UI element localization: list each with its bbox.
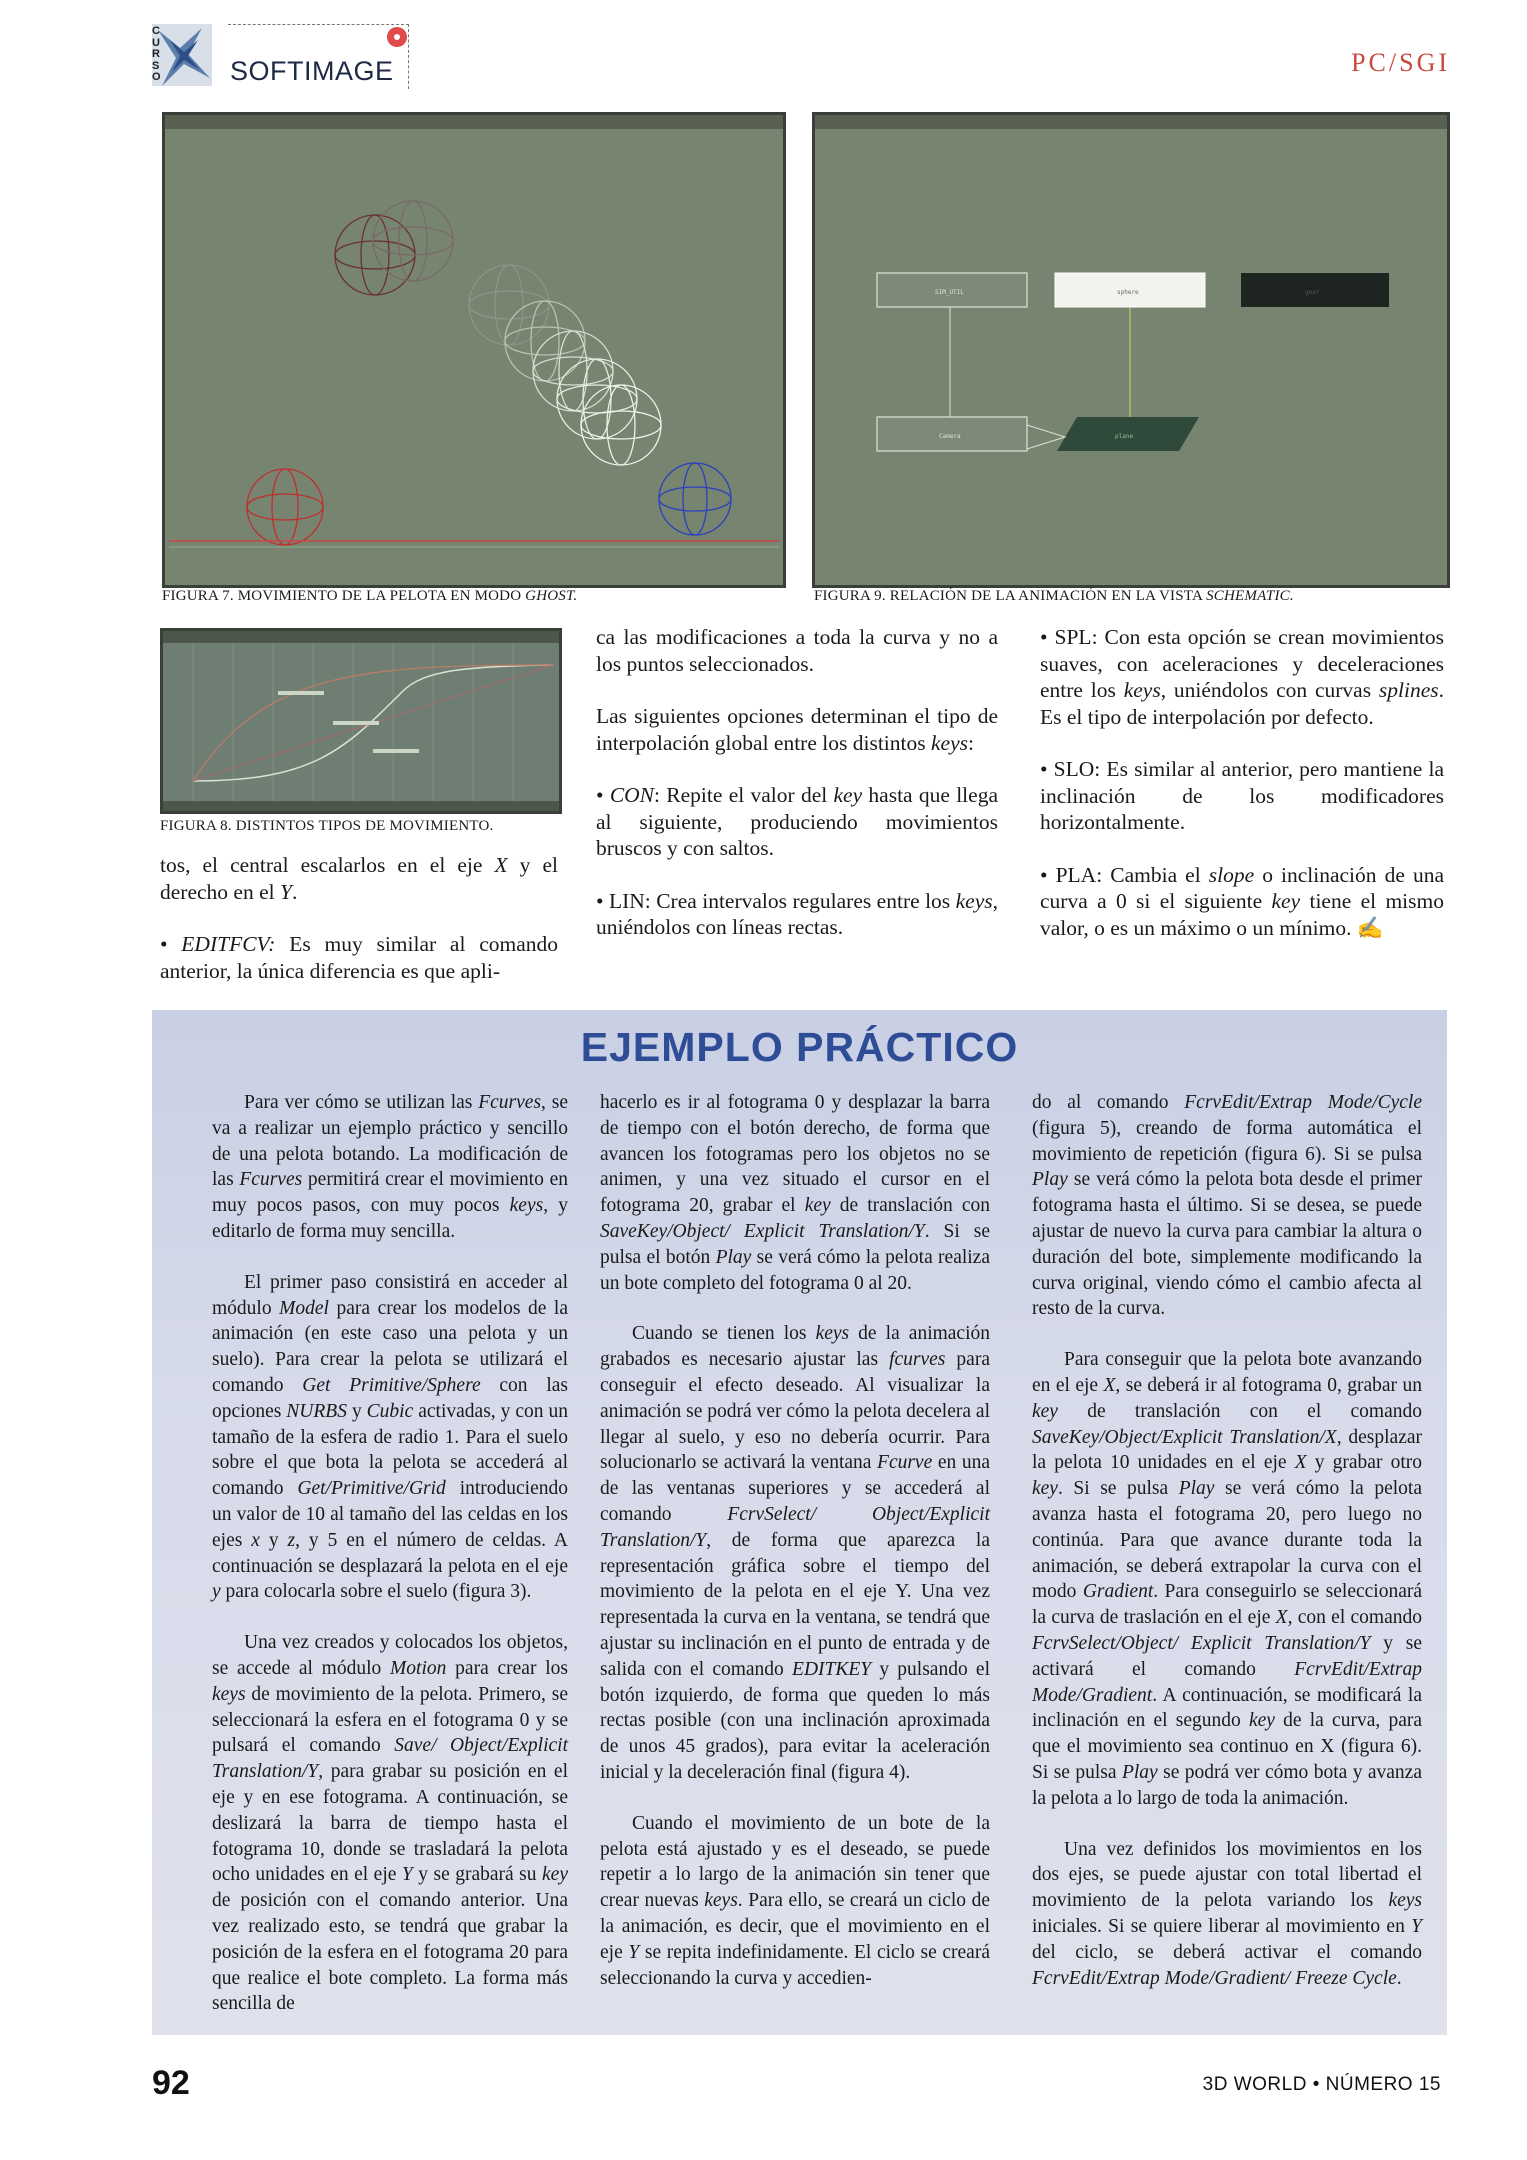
ghost-spheres-graphic <box>165 115 783 585</box>
figure-7-image <box>162 112 786 588</box>
page-number: 92 <box>152 2064 190 2102</box>
box-paragraph: Cuando se tienen los keys de la animación grabados es necesario ajustar las fcurves para conseguir el efecto deseado. Al visualizar la animación se podrá ver cómo la pelota decelera al llegar al suelo, y eso no debería ocurrir. Para solucionarlo se activará la ventana Fcurve en una de las ventanas superiores y se accederá al comando FcrvSelect/ Object/Explicit Translation/Y, de forma que aparezca la representación gráfica sobre el tiempo del movimiento de la pelota en el eje Y. Una vez representada la curva en la ventana, se tendrá que ajustar su inclinación en el punto de entrada y de salida con el comando EDITKEY y pulsando el botón izquierdo, de forma que queden lo más rectas posible (con una inclinación aproximada de unos 45 grados), para evitar la aceleración inicial y la deceleración final (figura 4). <box>600 1323 991 1783</box>
figure-9-caption-em: SCHEMATIC. <box>1206 588 1294 604</box>
curso-logo <box>150 22 225 94</box>
box-column-3 <box>1032 1090 1422 2016</box>
article-column-2 <box>596 624 998 967</box>
article-paragraph: • PLA: Cambia el slope o inclinación de una curva a 0 si el siguiente key tiene el mismo valor, o es un máximo o un mínimo. ✍ <box>1040 862 1444 940</box>
figure-9-image <box>812 112 1450 588</box>
article-paragraph: • SPL: Con esta opción se crean movimientos suaves, con aceleraciones y deceleraciones entre los keys, uniéndolos con curvas splines. Es el tipo de interpolación por defecto. <box>1040 625 1445 729</box>
figure-9-caption-text: FIGURA 9. RELACIÓN DE LA ANIMACIÓN EN LA VISTA <box>814 588 1207 604</box>
figure-7-caption-em: GHOST. <box>525 588 578 604</box>
logo-letter: S <box>152 59 160 72</box>
article-column-1 <box>160 852 558 1010</box>
box-column-1 <box>212 1090 568 2042</box>
schematic-graph <box>815 115 1447 585</box>
box-paragraph: hacerlo es ir al fotograma 0 y desplazar la barra de tiempo con el botón derecho, de forma que avancen los fotogramas pero los objetos no se animen, y una vez situado el cursor en el fotograma 20, grabar el key de translación con SaveKey/Object/ Explicit Translation/Y. Si se pulsa el botón Play se verá cómo la pelota realiza un bote completo del fotograma 0 al 20. <box>600 1092 990 1294</box>
article-paragraph: • CON: Repite el valor del key hasta que llega al siguiente, produciendo movimientos bruscos y con saltos. <box>596 783 998 860</box>
article-paragraph: tos, el central escalarlos en el eje X y el derecho en el Y. <box>160 853 558 904</box>
logo-letter: O <box>152 71 161 84</box>
box-paragraph: Una vez creados y colocados los objetos, se accede al módulo Motion para crear los keys de movimiento de la pelota. Primero, se seleccionará la esfera en el fotograma 0 y se pulsará el comando Save/ Object/Explicit Translation/Y, para grabar su posición en el eje y en ese fotograma. A continuación, se deslizará la barra de tiempo hasta el fotograma 10, donde se trasladará la pelota ocho unidades en el eje Y y se grabará su key de posición con el comando anterior. Una vez realizado esto, se tendrá que grabar la posición de la esfera en el fotograma 20 para que realice el bote completo. La forma más sencilla de <box>212 1632 568 2015</box>
schematic-node-label: sphere <box>1117 289 1139 296</box>
figure-9-caption <box>814 588 1294 605</box>
logo-letter: R <box>152 48 160 61</box>
box-paragraph: Cuando el movimiento de un bote de la pelota está ajustado y es el deseado, se puede repetir a lo largo de la animación sin tener que crear nuevas keys. Para ello, se creará un ciclo de la animación, es decir, que el movimiento en el eje Y se repita indefinidamente. El ciclo se creará seleccionando la curva y accedien- <box>600 1812 991 1989</box>
section-tag: PC/SGI <box>1351 48 1450 77</box>
figure-8-image <box>160 628 562 814</box>
fcurves-graph <box>163 631 559 811</box>
figure-7-caption <box>162 588 577 605</box>
header <box>150 18 1450 98</box>
schematic-node-label: Camera <box>939 433 961 440</box>
box-paragraph: Para ver cómo se utilizan las Fcurves, se va a realizar un ejemplo práctico y sencillo de una pelota botando. La modificación de las Fcurves permitirá crear el movimiento en muy pocos pasos, con muy pocos keys, y editarlo de forma muy sencilla. <box>212 1092 569 1242</box>
article-paragraph: • LIN: Crea intervalos regulares entre los keys, uniéndolos con líneas rectas. <box>596 888 998 939</box>
schematic-node-label: SIM_UTIL <box>935 289 964 296</box>
box-paragraph: El primer paso consistirá en acceder al módulo Model para crear los modelos de la animación (en este caso una pelota y un suelo). Para crear la pelota se utilizará el comando Get Primitive/Sphere con las opciones NURBS y Cubic activadas, y con un tamaño de la esfera de radio 1. Para el suelo sobre el que bota la pelota se accederá al comando Get/Primitive/Grid introduciendo un valor de 10 al tamaño del las celdas en los ejes x y z, y 5 en el número de celdas. A continuación se desplazará la pelota en el eje y para colocarla sobre el suelo (figura 3). <box>212 1271 569 1603</box>
cross-logo-icon <box>150 22 225 94</box>
logo-letter: U <box>152 36 160 49</box>
box-paragraph: Para conseguir que la pelota bote avanzando en el eje X, se deberá ir al fotograma 0, grabar un key de translación con el comando SaveKey/Object/Explicit Translation/X, desplazar la pelota 10 unidades en el eje X y grabar otro key. Si se pulsa Play se verá cómo la pelota avanza hasta el fotograma 20, pero luego no continúa. Para que avance durante toda la animación, se deberá extrapolar la curva con el modo Gradient. Para conseguirlo se seleccionará la curva de traslación en el eje X, con el comando FcrvSelect/Object/ Explicit Translation/Y y se activará el comando FcrvEdit/Extrap Mode/Gradient. A continuación, se modificará la inclinación en el segundo key de la curva, para que el movimiento sea continuo en X (figura 6). Si se pulsa Play se podrá ver cómo bota y avanza la pelota a lo largo de toda la animación. <box>1032 1349 1423 1809</box>
schematic-node-label: gear <box>1305 289 1320 296</box>
schematic-node-label: plane <box>1115 433 1134 440</box>
logo-letter: C <box>152 25 160 37</box>
brand-name: SOFTIMAGE <box>230 56 394 86</box>
article-column-3 <box>1040 624 1444 967</box>
box-paragraph: do al comando FcrvEdit/Extrap Mode/Cycle (figura 5), creando de forma automática el movimiento de repetición (figura 6). Si se pulsa Play se verá cómo la pelota bota desde el primer fotograma hasta el último. Si se desea, se puede ajustar de nuevo la curva para cambiar la altura o duración del bote, simplemente modificando la curva original, viendo cómo el cambio afecta al resto de la curva. <box>1032 1092 1422 1320</box>
article-paragraph: Las siguientes opciones determinan el tipo de interpolación global entre los distintos keys: <box>596 704 998 755</box>
article-paragraph: • SLO: Es similar al anterior, pero mantiene la inclinación de los modificadores horizontalmente. <box>1040 757 1444 834</box>
brand-dashes <box>228 24 409 89</box>
disc-icon <box>386 26 408 48</box>
practical-example-box <box>152 1010 1447 2035</box>
box-title: EJEMPLO PRÁCTICO <box>580 1024 1019 1070</box>
box-paragraph: Una vez definidos los movimientos en los dos ejes, se puede ajustar con total libertad el movimiento de la pelota variando los keys iniciales. Si se quiere liberar al movimiento en Y del ciclo, se deberá activar el comando FcrvEdit/Extrap Mode/Gradient/ Freeze Cycle. <box>1032 1838 1422 1989</box>
figure-7-caption-text: FIGURA 7. MOVIMIENTO DE LA PELOTA EN MODO <box>162 588 526 604</box>
article-paragraph: ca las modificaciones a toda la curva y no a los puntos seleccionados. <box>596 625 998 676</box>
magazine-issue: 3D WORLD • NÚMERO 15 <box>1202 2074 1441 2095</box>
article-paragraph: • EDITFCV: Es muy similar al comando anterior, la única diferencia es que apli- <box>160 932 559 983</box>
box-column-2 <box>600 1090 990 2016</box>
figure-8-caption: FIGURA 8. DISTINTOS TIPOS DE MOVIMIENTO. <box>160 818 494 834</box>
